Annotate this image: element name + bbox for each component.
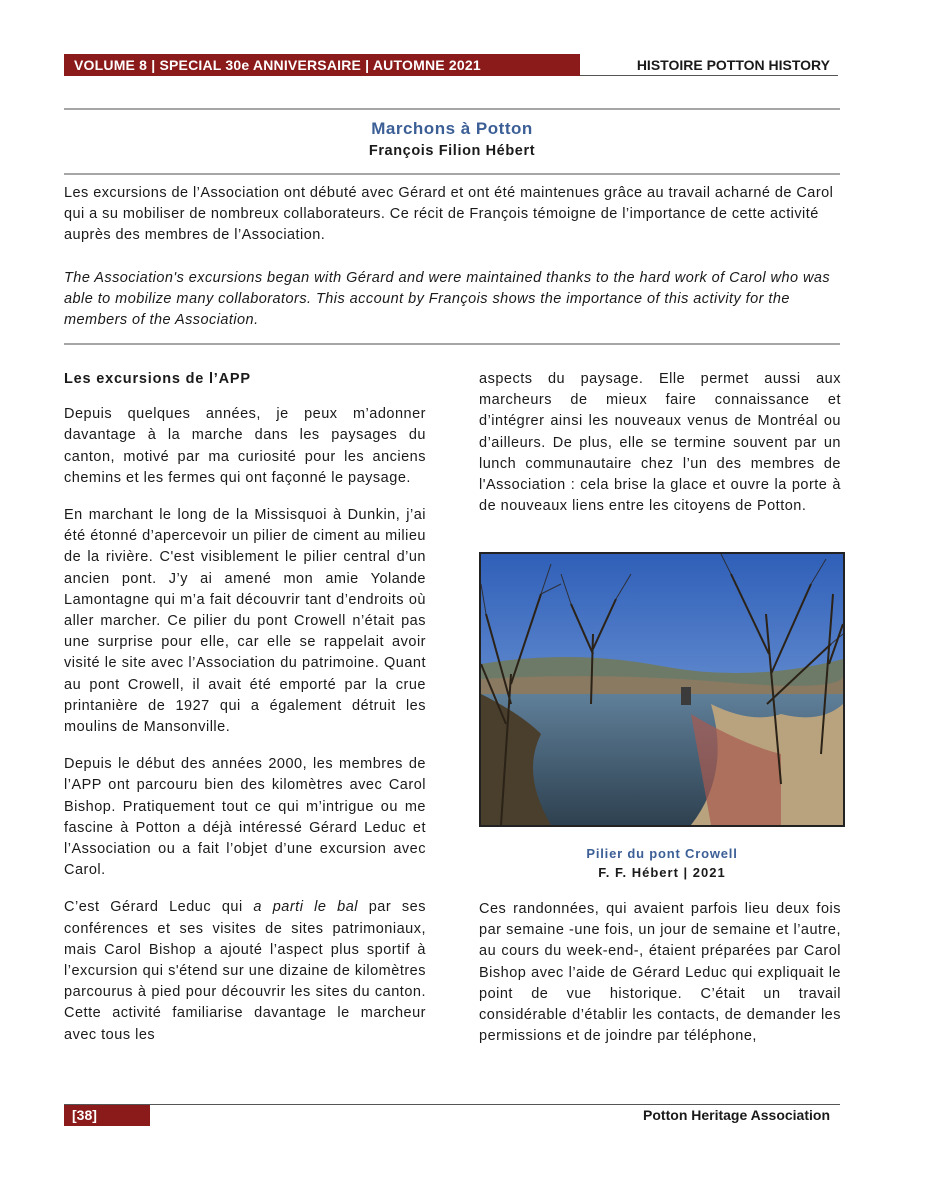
italic-phrase: a parti le bal bbox=[253, 899, 359, 916]
page-number: [38] bbox=[64, 1105, 150, 1126]
right-column-bottom bbox=[479, 899, 841, 1063]
photo-caption-credit: F. F. Hébert | 2021 bbox=[598, 865, 726, 880]
text-span: par ses conférences et ses visites de sites patrimoniaux, mais Carol Bishop a ajouté l’aspect plus sportif à l’excursion qui s'étend sur une dizaine de kilomètres parcourus à pied pour découvrir les sites du canton. Cette activité familiarise davantage le marcheur avec tous les bbox=[64, 899, 426, 1043]
divider bbox=[64, 173, 840, 175]
photo-caption-title: Pilier du pont Crowell bbox=[586, 846, 738, 861]
header-publication-title: HISTOIRE POTTON HISTORY bbox=[580, 54, 838, 76]
river-photo bbox=[479, 552, 845, 827]
river-landscape-image bbox=[481, 554, 843, 825]
paragraph: Depuis le début des années 2000, les membres de l’APP ont parcouru bien des kilomètres avec Carol Bishop. Pratiquement tout ce qui m’intrigue ou me fascine à Potton a déjà intéressé Gérard Leduc et l’Association ou a fait l’objet d’une excursion avec Carol. bbox=[64, 756, 426, 879]
divider bbox=[64, 343, 840, 345]
divider bbox=[64, 108, 840, 110]
text-span: C’est Gérard Leduc qui bbox=[64, 899, 254, 916]
paragraph: aspects du paysage. Elle permet aussi aux marcheurs de mieux faire connaissance et d’intégrer ainsi les nouveaux venus de Montréal ou d’ailleurs. De plus, elle se termine souvent par un lunch communautaire chez l’un des membres de l'Association : cela brise la glace et ouvre la porte à de nouveaux liens entre les citoyens de Potton. bbox=[479, 371, 841, 515]
article-author: François Filion Hébert bbox=[368, 143, 536, 159]
paragraph bbox=[64, 897, 426, 1045]
footer-organization: Potton Heritage Association bbox=[643, 1107, 830, 1123]
paragraph: Depuis quelques années, je peux m’adonner davantage à la marche dans les paysages du canton, motivé par ma curiosité pour les anciens chemins et les fermes qui ont façonné le paysage. bbox=[64, 406, 426, 486]
right-column-top bbox=[479, 369, 841, 533]
intro-french: Les excursions de l’Association ont débuté avec Gérard et ont été maintenues grâce au travail acharné de Carol qui a su mobiliser de nombreux collaborateurs. Ce récit de François témoigne de l’importance de cette activité auprès des membres de l’Association. bbox=[64, 185, 834, 244]
intro-english: The Association's excursions began with Gérard and were maintained thanks to the hard work of Carol who was able to mobilize many collaborators. This account by François shows the importance of this activity for the members of the Association. bbox=[64, 270, 831, 329]
section-heading: Les excursions de l’APP bbox=[64, 371, 251, 387]
article-title: Marchons à Potton bbox=[371, 119, 533, 138]
header-volume-banner: VOLUME 8 | SPECIAL 30e ANNIVERSAIRE | AUTOMNE 2021 bbox=[64, 54, 580, 76]
left-column bbox=[64, 369, 426, 1062]
paragraph: En marchant le long de la Missisquoi à Dunkin, j’ai été étonné d’apercevoir un pilier de ciment au milieu de la rivière. C'est visiblement le pilier central d’un ancien pont. J’y ai amené mon amie Yolande Lamontagne qui m’a fait découvrir tant d’endroits où aller marcher. Ce pilier du pont Crowell n’était pas une surprise pour elle, car elle se rappelait avoir visité le site avec l’Association du patrimoine. Quant au pont Crowell, il avait été emporté par la crue printanière de 1927 qui a également détruit les moulins de Mansonville. bbox=[64, 507, 426, 736]
paragraph: Ces randonnées, qui avaient parfois lieu deux fois par semaine -une fois, un jour de semaine et l’autre, au cours du week-end-, étaient préparées par Carol Bishop avec l’aide de Gérard Leduc qui expliquait le point de vue historique. C’était un travail considérable d’établir les contacts, de demander les permissions et de joindre par téléphone, bbox=[479, 901, 841, 1045]
